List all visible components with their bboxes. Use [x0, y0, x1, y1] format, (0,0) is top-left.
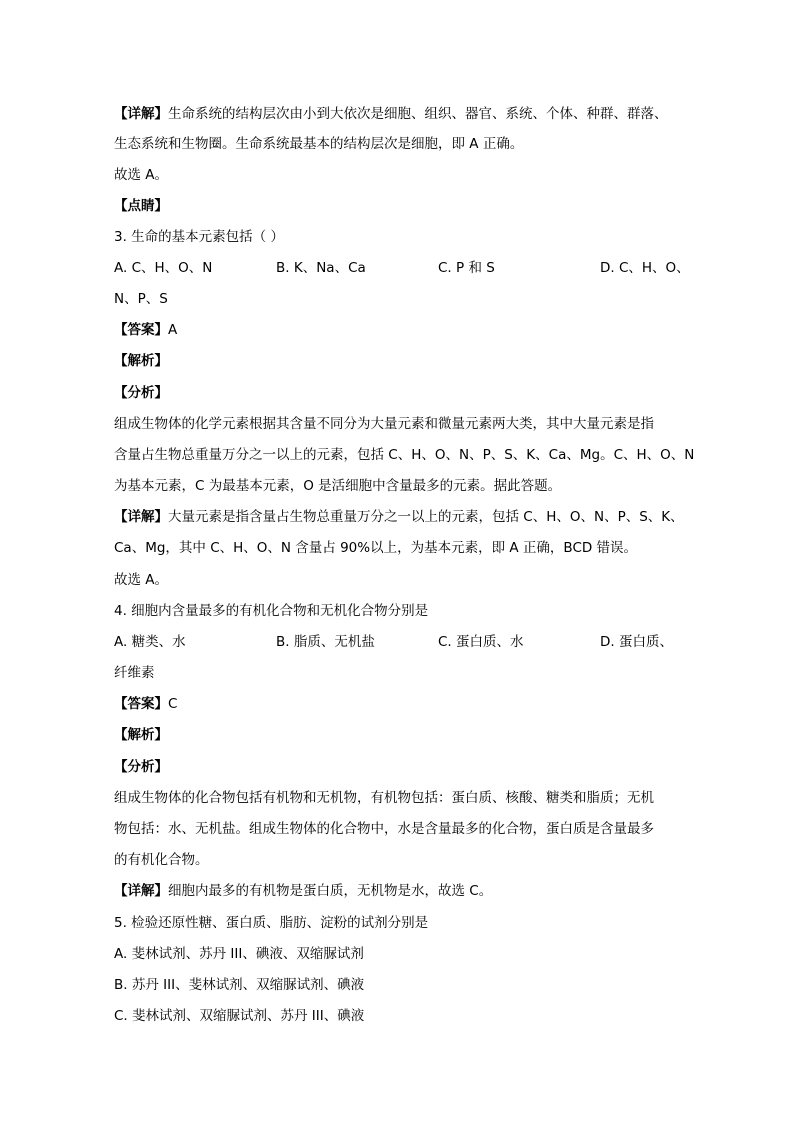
q3-answer [114, 320, 177, 340]
q4-option-c: C. 蛋白质、水 [438, 634, 524, 650]
q3-analysis-label: 【解析】 [114, 353, 168, 369]
q3-detail-line2: Ca、Mg，其中 C、H、O、N 含量占 90%以上，为基本元素，即 A 正确，BCD 错误。 [114, 540, 638, 556]
q5-option-c: C. 斐林试剂、双缩脲试剂、苏丹 III、碘液 [114, 1008, 365, 1024]
q3-option-b: B. K、Na、Ca [276, 260, 366, 276]
q3-fenxi-line3: 为基本元素，C 为最基本元素，O 是活细胞中含量最多的元素。据此答题。 [114, 478, 562, 494]
q3-option-c: C. P 和 S [438, 260, 495, 276]
q3-conclusion: 故选 A。 [114, 572, 169, 588]
q4-detail: 【详解】细胞内最多的有机物是蛋白质，无机物是水，故选 C。 [114, 883, 493, 899]
q4-option-b: B. 脂质、无机盐 [276, 634, 375, 650]
q4-fenxi-label: 【分析】 [114, 759, 168, 775]
q4-fenxi-line2: 物包括：水、无机盐。组成生物体的化合物中，水是含量最多的化合物，蛋白质是含量最多 [114, 821, 654, 837]
detail-label: 【详解】 [114, 106, 168, 122]
q5-option-b: B. 苏丹 III、斐林试剂、双缩脲试剂、碘液 [114, 977, 365, 993]
detail-label: 【详解】 [114, 883, 168, 899]
q4-fenxi-line1: 组成生物体的化合物包括有机物和无机物，有机物包括：蛋白质、核酸、糖类和脂质；无机 [114, 790, 654, 806]
q4-answer [114, 694, 177, 714]
q4-analysis-label: 【解析】 [114, 727, 168, 743]
q3-option-d-cont: N、P、S [114, 291, 168, 307]
q4-option-d: D. 蛋白质、 [600, 634, 673, 650]
answer-label: 【答案】 [114, 322, 168, 338]
q3-detail-line1: 【详解】大量元素是指含量占生物总重量万分之一以上的元素，包括 C、H、O、N、P、S、K、 [114, 509, 684, 525]
q3-option-d: D. C、H、O、 [600, 260, 690, 276]
q5-option-a: A. 斐林试剂、苏丹 III、碘液、双缩脲试剂 [114, 946, 364, 962]
answer-value: C [168, 696, 178, 712]
q2-conclusion: 故选 A。 [114, 167, 169, 183]
q4-stem: 4. 细胞内含量最多的有机化合物和无机化合物分别是 [114, 603, 429, 619]
q4-option-d-cont: 纤维素 [114, 665, 155, 681]
q3-stem: 3. 生命的基本元素包括（ ） [114, 229, 284, 245]
q3-fenxi-line2: 含量占生物总重量万分之一以上的元素，包括 C、H、O、N、P、S、K、Ca、Mg。C、H、O、N [114, 447, 695, 463]
answer-value: A [168, 322, 178, 338]
dianjing-label: 【点睛】 [114, 198, 168, 214]
q3-option-a: A. C、H、O、N [114, 260, 213, 276]
answer-label: 【答案】 [114, 696, 168, 712]
q2-detail-line1: 【详解】生命系统的结构层次由小到大依次是细胞、组织、器官、系统、个体、种群、群落、 [114, 106, 668, 122]
q3-fenxi-line1: 组成生物体的化学元素根据其含量不同分为大量元素和微量元素两大类，其中大量元素是指 [114, 416, 654, 432]
q3-fenxi-label: 【分析】 [114, 385, 168, 401]
q4-fenxi-line3: 的有机化合物。 [114, 852, 209, 868]
detail-label: 【详解】 [114, 509, 168, 525]
q2-detail-line2: 生态系统和生物圈。生命系统最基本的结构层次是细胞，即 A 正确。 [114, 136, 524, 152]
q4-option-a: A. 糖类、水 [114, 634, 186, 650]
q5-stem: 5. 检验还原性糖、蛋白质、脂肪、淀粉的试剂分别是 [114, 915, 429, 931]
